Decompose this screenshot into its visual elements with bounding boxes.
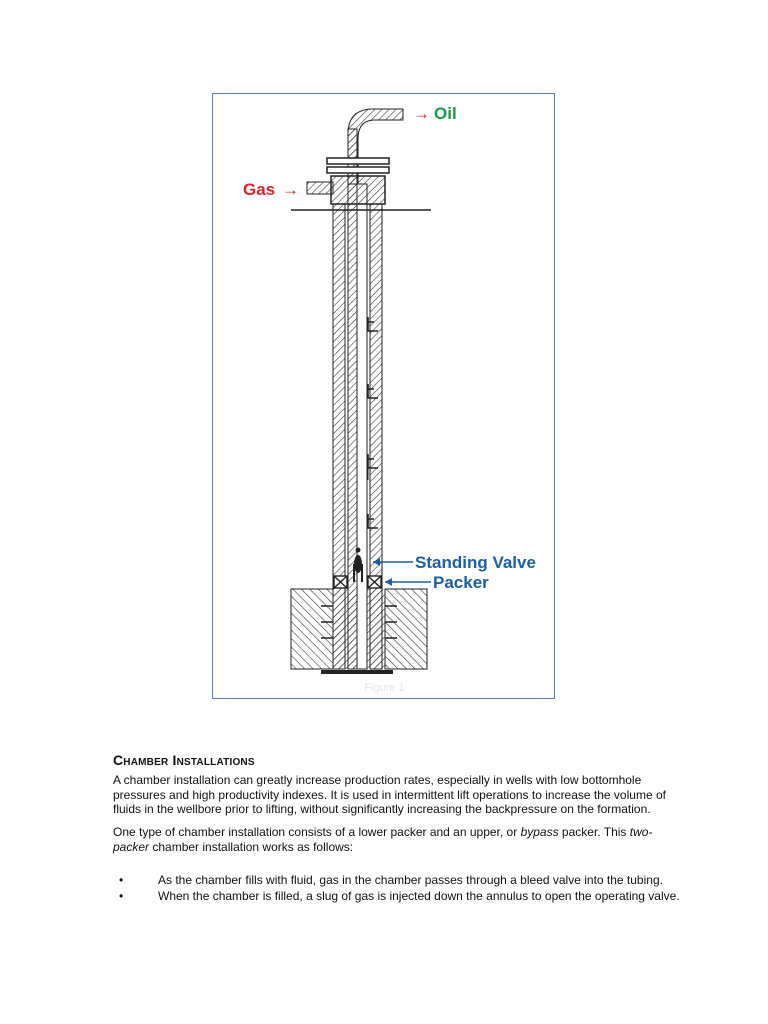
paragraph-text: packer. This [558,825,630,839]
paragraph-two-packer [113,825,673,854]
paragraph-intro: A chamber installation can greatly increase production rates, especially in wells with low bottomhole pressures and high productivity indexes. It is used in intermittent lift operations to increase the volume of fluids in the wellbore prior to lifting, without significantly increasing the backpressure on the formation. [113,773,666,816]
list-item-text: As the chamber fills with fluid, gas in the chamber passes through a bleed valve into the tubing. [158,873,663,887]
oil-label: Oil [434,104,457,123]
section-heading: Chamber Installations [113,752,255,768]
bullet-icon: • [119,873,124,887]
paragraph-text: chamber installation works as follows: [149,839,354,854]
standing-valve-callout [373,553,536,572]
paragraph-italic-two-packer: two-packer [113,825,653,854]
well-diagram [213,94,556,700]
gas-callout [243,180,299,199]
bullet-icon: • [119,889,124,903]
gas-arrow-icon: → [282,180,299,199]
oil-arrow-icon: → [413,104,430,123]
list-item [113,888,713,904]
oil-callout [413,104,457,123]
paragraph-text: One type of chamber installation consists of a lower packer and an upper, or [113,825,521,839]
gas-inlet-pipe [307,182,333,194]
paragraph-italic-bypass: bypass [520,825,559,839]
standing-valve-label: Standing Valve [415,553,536,572]
list-item-text: When the chamber is filled, a slug of gas is injected down the annulus to open the operating valve. [158,889,680,903]
packer-label: Packer [433,573,489,592]
figure-panel [212,93,555,699]
gas-label: Gas [243,180,276,199]
list-item [113,872,713,888]
figure-caption: Figure 1 [364,682,405,694]
bullet-list [113,872,713,904]
